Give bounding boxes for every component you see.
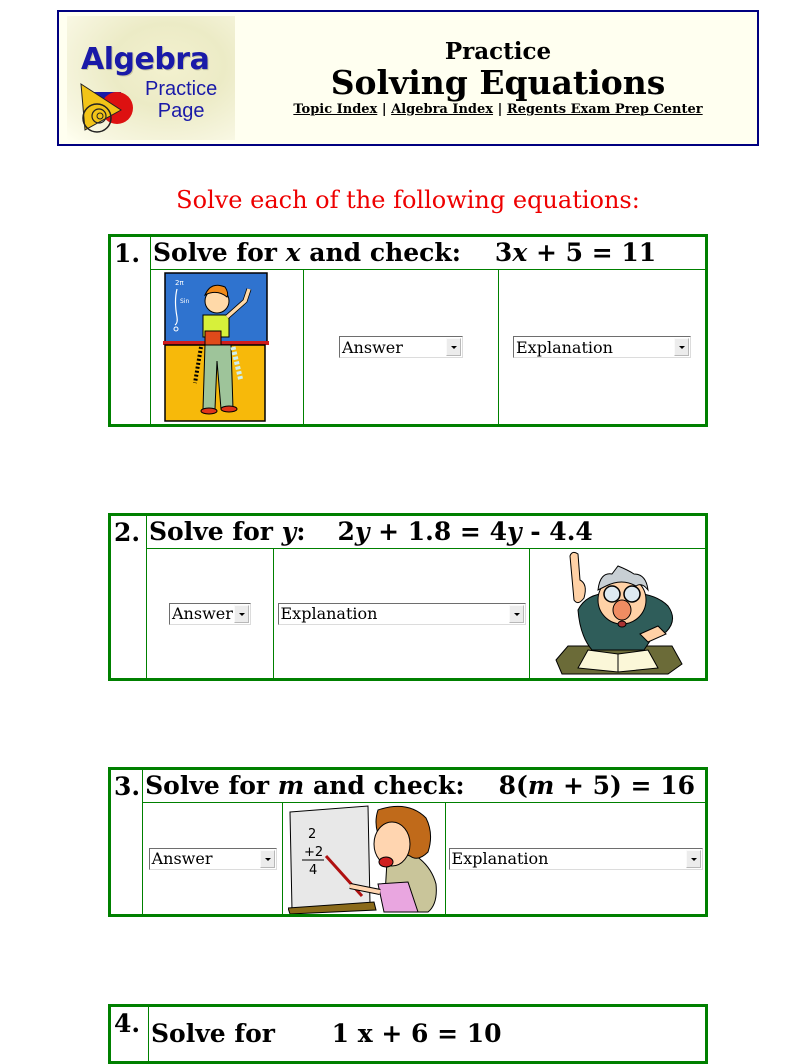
professor-with-book-icon: [548, 550, 688, 678]
problem-number: 3.: [110, 769, 143, 916]
algebra-index-link[interactable]: Algebra Index: [391, 102, 494, 117]
problem-1: [108, 234, 708, 427]
explanation-select[interactable]: [513, 336, 691, 358]
equation-part: 2: [337, 517, 355, 546]
instructions-text: Solve each of the following equations:: [176, 186, 640, 214]
image-cell: [151, 270, 304, 426]
question-variable: y: [281, 517, 297, 546]
equation-variable: y: [354, 517, 370, 546]
problem-question: [143, 769, 707, 803]
explanation-cell: [274, 549, 530, 680]
chevron-down-icon[interactable]: [686, 850, 701, 868]
answer-select[interactable]: [149, 848, 277, 870]
equation-variable: y: [506, 517, 522, 546]
page-header: [57, 10, 759, 146]
topic-index-link[interactable]: Topic Index: [293, 102, 378, 117]
equation-part: 8(: [498, 771, 528, 800]
question-variable: m: [277, 771, 305, 800]
geometry-shapes-icon: [77, 80, 147, 138]
answer-cell: [147, 549, 274, 680]
question-suffix: and check:: [304, 771, 465, 800]
explanation-select[interactable]: [278, 603, 526, 625]
image-cell: [283, 803, 446, 916]
chevron-down-icon[interactable]: [446, 338, 461, 356]
problem-3: [108, 767, 708, 917]
problem-question: [149, 1006, 707, 1063]
svg-text:2: 2: [308, 826, 317, 842]
logo-title: Algebra: [81, 42, 210, 77]
equation-part: 1 x + 6 = 10: [331, 1019, 502, 1048]
teacher-at-whiteboard-icon: [288, 804, 440, 914]
question-variable: x: [285, 238, 301, 267]
logo-subtitle-line2: Page: [157, 100, 205, 122]
answer-select-value: Answer: [172, 604, 233, 623]
algebra-practice-logo: [67, 16, 235, 140]
answer-cell: [304, 270, 499, 426]
link-separator: |: [497, 102, 503, 117]
problem-question: [151, 236, 707, 270]
page-subtitle: Practice: [444, 38, 552, 65]
equation-part: + 5) = 16: [554, 771, 695, 800]
equation-part: + 1.8 = 4: [369, 517, 507, 546]
svg-text:Sin: Sin: [180, 298, 190, 305]
equation-part: 3: [494, 238, 513, 267]
problem-4: [108, 1004, 708, 1064]
equation-part: + 5 = 11: [527, 238, 657, 267]
answer-cell: [143, 803, 283, 916]
problem-number: 2.: [110, 515, 147, 680]
chevron-down-icon[interactable]: [509, 605, 524, 623]
page-title: Solving Equations: [330, 63, 666, 102]
explanation-select-value: Explanation: [451, 849, 549, 868]
image-cell: [530, 549, 707, 680]
explanation-cell: [446, 803, 707, 916]
equation-variable: x: [512, 238, 528, 267]
regents-exam-prep-link[interactable]: Regents Exam Prep Center: [506, 102, 703, 117]
question-suffix: and check:: [300, 238, 461, 267]
explanation-select-value: Explanation: [280, 604, 378, 623]
question-prefix: Solve for: [153, 238, 286, 267]
problem-2: [108, 513, 708, 681]
problem-number: 1.: [110, 236, 151, 426]
question-prefix: Solve for: [149, 517, 282, 546]
answer-select-value: Answer: [151, 849, 213, 868]
boy-at-chalkboard-icon: [161, 271, 293, 423]
question-suffix: :: [296, 517, 306, 546]
chevron-down-icon[interactable]: [674, 338, 689, 356]
explanation-select[interactable]: [449, 848, 703, 870]
equation-part: - 4.4: [521, 517, 593, 546]
logo-subtitle: [145, 78, 217, 122]
nav-links: [239, 102, 757, 117]
explanation-cell: [499, 270, 707, 426]
explanation-select-value: Explanation: [516, 337, 613, 357]
svg-text:4: 4: [309, 862, 318, 878]
problem-number: 4.: [110, 1006, 149, 1063]
header-text: [239, 38, 757, 117]
svg-text:+2: +2: [304, 844, 324, 860]
answer-select[interactable]: [169, 603, 251, 625]
question-prefix: Solve for: [145, 771, 278, 800]
problem-question: [147, 515, 707, 549]
chevron-down-icon[interactable]: [260, 850, 275, 868]
question-prefix: Solve for: [151, 1019, 284, 1048]
svg-text:2π: 2π: [175, 279, 184, 287]
logo-subtitle-line1: Practice: [145, 78, 218, 100]
link-separator: |: [381, 102, 387, 117]
equation-variable: m: [527, 771, 555, 800]
answer-select[interactable]: [339, 336, 463, 358]
answer-select-value: Answer: [342, 337, 403, 357]
chevron-down-icon[interactable]: [234, 605, 249, 623]
